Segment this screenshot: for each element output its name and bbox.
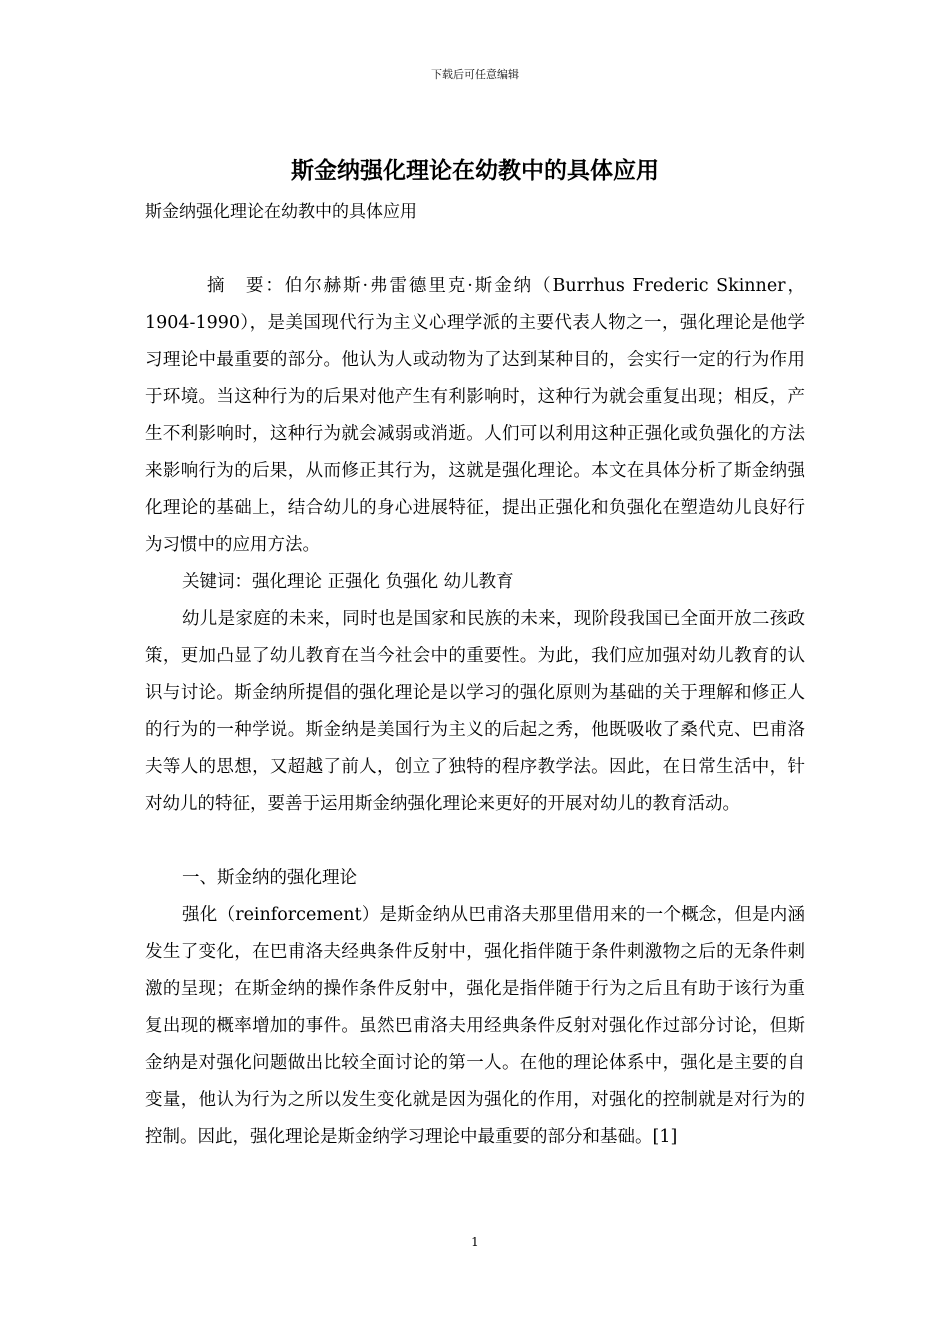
- keywords-line: 关键词：强化理论 正强化 负强化 幼儿教育: [182, 572, 514, 592]
- section-heading: 一、斯金纳的强化理论: [182, 868, 357, 888]
- document-title: 斯金纳强化理论在幼教中的具体应用: [291, 158, 659, 184]
- header-note: 下载后可任意编辑: [431, 68, 519, 81]
- section-paragraph: 强化（reinforcement）是斯金纳从巴甫洛夫那里借用来的一个概念，但是内涵发生了变化，在巴甫洛夫经典条件反射中，强化指伴随于条件刺激物之后的无条件刺激的呈现；在斯金纳的操作条件反射中，强化是指伴随于行为之后且有助于该行为重复出现的概率增加的事件。虽然巴甫洛夫用经典条件反射对强化作过部分讨论，但斯金纳是对强化问题做出比较全面讨论的第一人。在他的理论体系中，强化是主要的自变量，他认为行为之所以发生变化就是因为强化的作用，对强化的控制就是对行为的控制。因此，强化理论是斯金纳学习理论中最重要的部分和基础。[1]: [145, 905, 805, 1147]
- document-subtitle: 斯金纳强化理论在幼教中的具体应用: [145, 202, 417, 222]
- introduction-paragraph: 幼儿是家庭的未来，同时也是国家和民族的未来，现阶段我国已全面开放二孩政策，更加凸显了幼儿教育在当今社会中的重要性。为此，我们应加强对幼儿教育的认识与讨论。斯金纳所提倡的强化理论是以学习的强化原则为基础的关于理解和修正人的行为的一种学说。斯金纳是美国行为主义的后起之秀，他既吸收了桑代克、巴甫洛夫等人的思想，又超越了前人，创立了独特的程序教学法。因此，在日常生活中，针对幼儿的特征，要善于运用斯金纳强化理论来更好的开展对幼儿的教育活动。: [145, 609, 805, 814]
- page-number: 1: [471, 1235, 479, 1249]
- abstract-paragraph: 摘 要：伯尔赫斯·弗雷德里克·斯金纳（Burrhus Frederic Skinner，1904-1990），是美国现代行为主义心理学派的主要代表人物之一，强化理论是他学习理论中最重要的部分。他认为人或动物为了达到某种目的，会实行一定的行为作用于环境。当这种行为的后果对他产生有利影响时，这种行为就会重复出现；相反，产生不利影响时，这种行为就会减弱或消逝。人们可以利用这种正强化或负强化的方法来影响行为的后果，从而修正其行为，这就是强化理论。本文在具体分析了斯金纳强化理论的基础上，结合幼儿的身心进展特征，提出正强化和负强化在塑造幼儿良好行为习惯中的应用方法。: [145, 276, 805, 555]
